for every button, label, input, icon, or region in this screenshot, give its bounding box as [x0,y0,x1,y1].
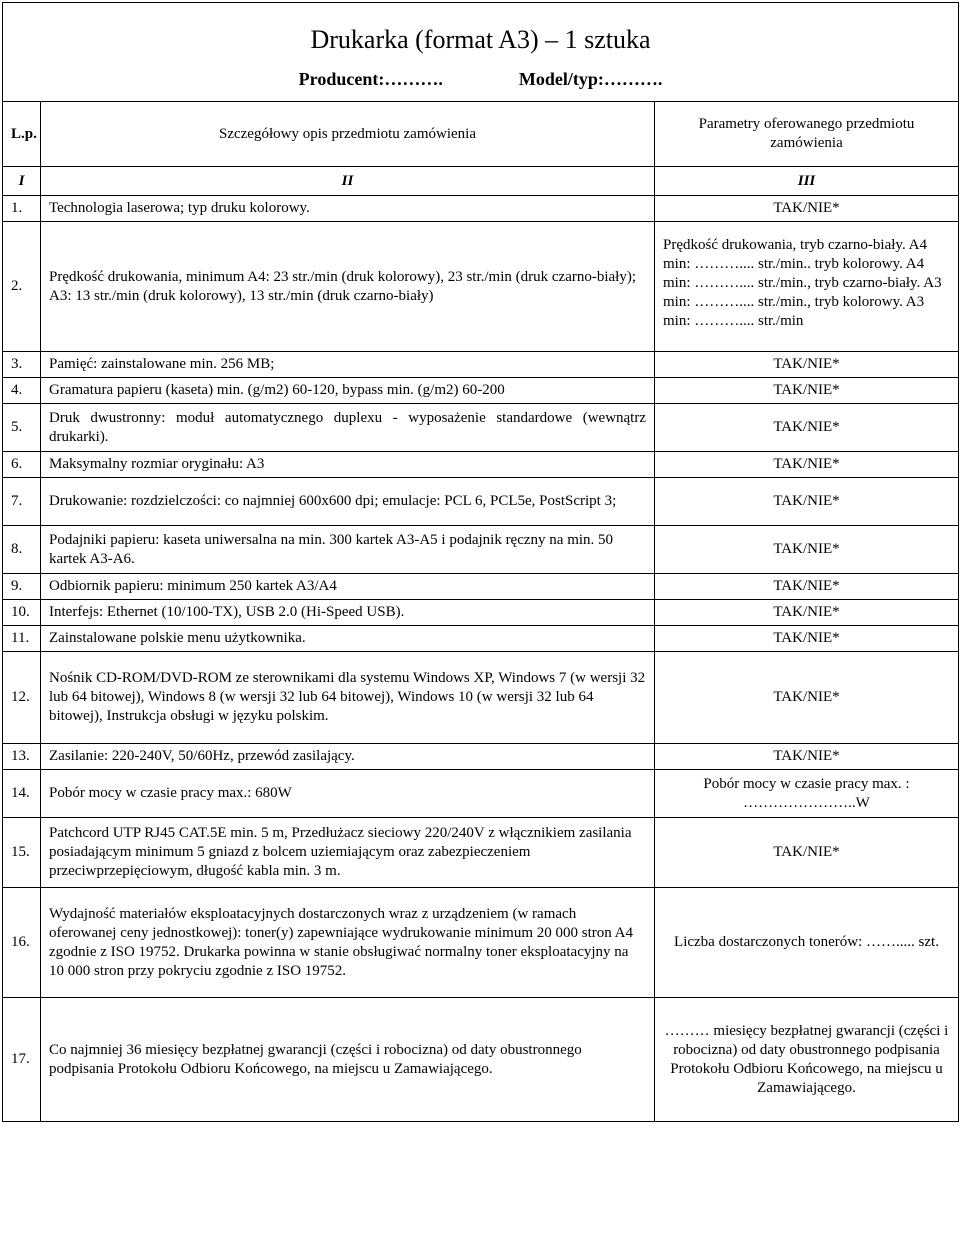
table-row [3,452,959,478]
row-number: 2. [3,222,41,352]
table-row [3,574,959,600]
row-description: Co najmniej 36 miesięcy bezpłatnej gwarancji (części i robocizna) od daty obustronnego podpisania Protokołu Odbioru Końcowego, na miejscu u Zamawiającego. [41,998,655,1122]
row-number: 7. [3,478,41,526]
table-row [3,196,959,222]
roman-header-1: I [3,167,41,196]
row-description: Zainstalowane polskie menu użytkownika. [41,626,655,652]
producer-label: Producent:………. [298,69,443,89]
row-description: Pobór mocy w czasie pracy max.: 680W [41,770,655,818]
row-parameter: TAK/NIE* [655,452,959,478]
table-row [3,526,959,574]
row-number: 13. [3,744,41,770]
row-description: Pamięć: zainstalowane min. 256 MB; [41,352,655,378]
table-row [3,478,959,526]
row-parameter: TAK/NIE* [655,352,959,378]
row-parameter: TAK/NIE* [655,196,959,222]
row-number: 1. [3,196,41,222]
row-description: Interfejs: Ethernet (10/100-TX), USB 2.0 (Hi-Speed USB). [41,600,655,626]
row-description: Odbiornik papieru: minimum 250 kartek A3/A4 [41,574,655,600]
row-description: Zasilanie: 220-240V, 50/60Hz, przewód zasilający. [41,744,655,770]
row-description: Maksymalny rozmiar oryginału: A3 [41,452,655,478]
producer-model-line [11,67,950,91]
table-row [3,744,959,770]
row-parameter: TAK/NIE* [655,652,959,744]
table-row [3,888,959,998]
row-description: Gramatura papieru (kaseta) min. (g/m2) 60-120, bypass min. (g/m2) 60-200 [41,378,655,404]
row-parameter: TAK/NIE* [655,600,959,626]
roman-header-2: II [41,167,655,196]
table-row [3,998,959,1122]
row-description: Technologia laserowa; typ druku kolorowy. [41,196,655,222]
row-parameter: TAK/NIE* [655,404,959,452]
table-row [3,378,959,404]
row-parameter: Prędkość drukowania, tryb czarno-biały. A4 min: ……….... str./min.. tryb kolorowy. A4 min: ……….... str./min., tryb czarno-biały. A3 min: ……….... str./min., tryb kolorowy. A3 min: ……….... str./min [655,222,959,352]
row-parameter: Pobór mocy w czasie pracy max. : …………………..W [655,770,959,818]
row-parameter: TAK/NIE* [655,378,959,404]
row-number: 8. [3,526,41,574]
row-parameter: TAK/NIE* [655,818,959,888]
model-label: Model/typ:………. [518,69,663,89]
table-row [3,626,959,652]
row-description: Prędkość drukowania, minimum A4: 23 str./min (druk kolorowy), 23 str./min (druk czarno-biały); A3: 13 str./min (druk kolorowy), 13 str./min (druk czarno-biały) [41,222,655,352]
col-header-params: Parametry oferowanego przedmiotu zamówienia [655,102,959,167]
table-row [3,222,959,352]
row-number: 14. [3,770,41,818]
roman-header-3: III [655,167,959,196]
row-description: Druk dwustronny: moduł automatycznego duplexu - wyposażenie standardowe (wewnątrz drukarki). [41,404,655,452]
col-header-lp: L.p. [3,102,41,167]
row-description: Podajniki papieru: kaseta uniwersalna na min. 300 kartek A3-A5 i podajnik ręczny na min. 50 kartek A3-A6. [41,526,655,574]
row-number: 16. [3,888,41,998]
table-row [3,818,959,888]
title-cell [3,3,959,102]
row-parameter: TAK/NIE* [655,478,959,526]
row-description: Drukowanie: rozdzielczości: co najmniej 600x600 dpi; emulacje: PCL 6, PCL5e, PostScript 3; [41,478,655,526]
page-title: Drukarka (format A3) – 1 sztuka [310,25,651,54]
row-number: 10. [3,600,41,626]
row-number: 11. [3,626,41,652]
table-row [3,600,959,626]
spec-table [2,2,959,1122]
row-number: 6. [3,452,41,478]
row-number: 3. [3,352,41,378]
row-description: Nośnik CD-ROM/DVD-ROM ze sterownikami dla systemu Windows XP, Windows 7 (w wersji 32 lub 64 bitowej), Windows 8 (w wersji 32 lub 64 bitowej), Windows 10 (w wersji 32 lub 64 bitowej), Instrukcja obsługi w języku polskim. [41,652,655,744]
table-row [3,404,959,452]
row-parameter: TAK/NIE* [655,626,959,652]
table-row [3,770,959,818]
row-description: Wydajność materiałów eksploatacyjnych dostarczonych wraz z urządzeniem (w ramach oferowanej ceny jednostkowej): toner(y) zapewniające wydrukowanie minimum 20 000 stron A4 zgodnie z ISO 19752. Drukarka powinna w stanie obsługiwać normalny toner eksploatacyjny na 10 000 stron przy pokryciu zgodnie z ISO 19752. [41,888,655,998]
row-number: 4. [3,378,41,404]
row-parameter: ……… miesięcy bezpłatnej gwarancji (części i robocizna) od daty obustronnego podpisania Protokołu Odbioru Końcowego, na miejscu u Zamawiającego. [655,998,959,1122]
row-number: 15. [3,818,41,888]
table-row [3,652,959,744]
row-number: 12. [3,652,41,744]
row-number: 17. [3,998,41,1122]
row-number: 9. [3,574,41,600]
row-parameter: TAK/NIE* [655,526,959,574]
row-parameter: TAK/NIE* [655,744,959,770]
col-header-desc: Szczegółowy opis przedmiotu zamówienia [41,102,655,167]
row-number: 5. [3,404,41,452]
table-row [3,352,959,378]
row-parameter: Liczba dostarczonych tonerów: ……..... szt. [655,888,959,998]
row-parameter: TAK/NIE* [655,574,959,600]
row-description: Patchcord UTP RJ45 CAT.5E min. 5 m, Przedłużacz sieciowy 220/240V z włącznikiem zasilania posiadającym minimum 5 gniazd z bolcem uziemiającym oraz zabezpieczeniem przeciwprzepięciowym, długość kabla min. 3 m. [41,818,655,888]
